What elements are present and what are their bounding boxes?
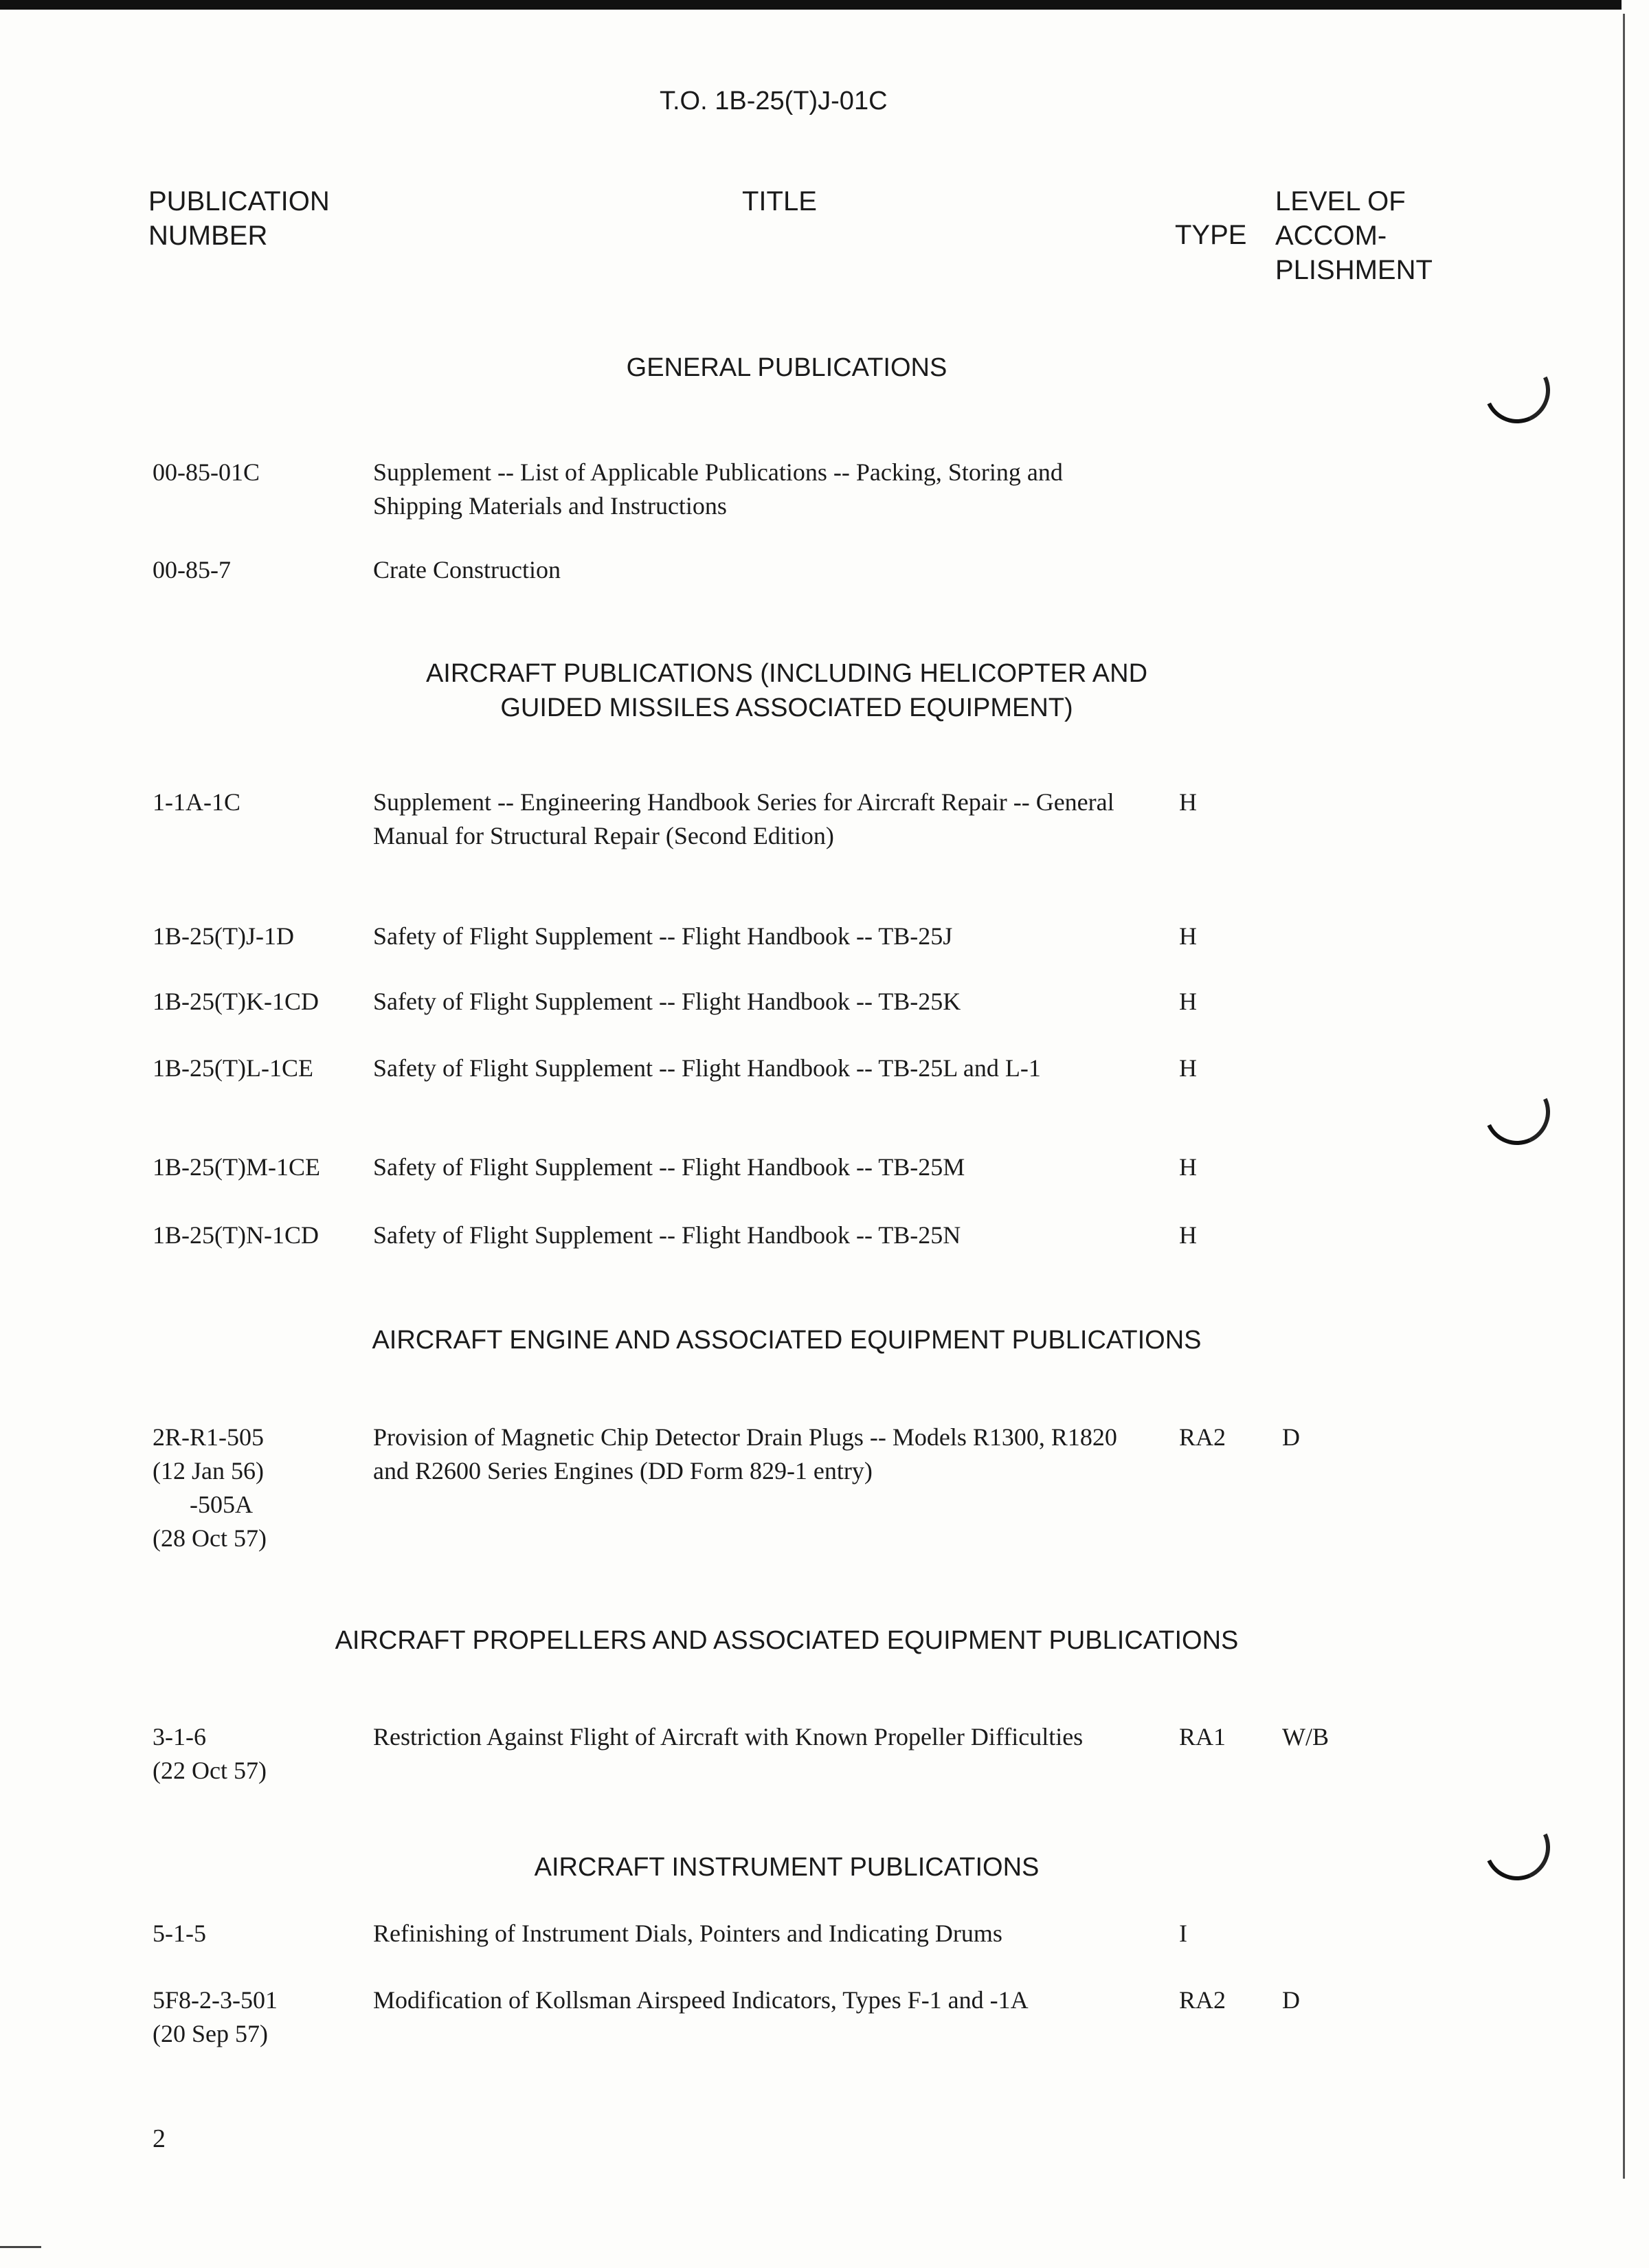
column-header-title: TITLE: [742, 186, 817, 216]
publication-title: Modification of Kollsman Airspeed Indicators, Types F-1 and -1A: [373, 1986, 1029, 2014]
top-border-rule: [0, 0, 1622, 10]
publication-level: W/B: [1282, 1723, 1329, 1750]
column-header-type: TYPE: [1175, 220, 1247, 250]
publication-number: 1B-25(T)L-1CE: [153, 1054, 313, 1082]
publication-type: H: [1179, 1153, 1197, 1181]
publication-number: 1-1A-1C: [153, 788, 240, 816]
right-page-edge: [1623, 14, 1625, 2179]
publication-title: Safety of Flight Supplement -- Flight Handbook -- TB-25L and L-1: [373, 1054, 1041, 1082]
page-number: 2: [153, 2124, 166, 2153]
publication-title: Safety of Flight Supplement -- Flight Handbook -- TB-25K: [373, 988, 961, 1015]
publication-number: 00-85-7: [153, 556, 231, 583]
column-header-publication-number: PUBLICATION NUMBER: [148, 186, 330, 251]
publication-type: RA1: [1179, 1723, 1226, 1750]
publication-level: D: [1282, 1423, 1300, 1451]
publication-level: D: [1282, 1986, 1300, 2014]
publication-number: 1B-25(T)M-1CE: [153, 1153, 320, 1181]
publication-type: RA2: [1179, 1423, 1226, 1451]
publication-title: Supplement -- Engineering Handbook Series for Aircraft Repair -- General Manual for Structural Repair (Second Edition): [373, 788, 1114, 849]
column-header-level-of-accomplishment: LEVEL OF ACCOM- PLISHMENT: [1275, 186, 1433, 285]
publication-number: 3-1-6 (22 Oct 57): [153, 1723, 267, 1784]
publication-title: Supplement -- List of Applicable Publications -- Packing, Storing and Shipping Materials and Instructions: [373, 458, 1063, 520]
publication-type: H: [1179, 788, 1197, 816]
publication-type: I: [1179, 1920, 1187, 1947]
publication-number: 2R-R1-505 (12 Jan 56) -505A (28 Oct 57): [153, 1423, 267, 1552]
publication-title: Safety of Flight Supplement -- Flight Handbook -- TB-25N: [373, 1221, 961, 1249]
publication-number: 1B-25(T)N-1CD: [153, 1221, 319, 1249]
section-heading-aircraft: AIRCRAFT PUBLICATIONS (INCLUDING HELICOPTER AND GUIDED MISSILES ASSOCIATED EQUIPMENT): [425, 659, 1148, 722]
publication-type: H: [1179, 1054, 1197, 1082]
publication-type: H: [1179, 988, 1197, 1015]
publication-type: RA2: [1179, 1986, 1226, 2014]
binder-hole-icon: [1474, 1069, 1559, 1154]
publication-number: 5F8-2-3-501 (20 Sep 57): [153, 1986, 278, 2047]
section-heading-engine: AIRCRAFT ENGINE AND ASSOCIATED EQUIPMENT PUBLICATIONS: [372, 1326, 1202, 1355]
section-heading-instrument: AIRCRAFT INSTRUMENT PUBLICATIONS: [534, 1853, 1040, 1882]
publication-title: Restriction Against Flight of Aircraft with Known Propeller Difficulties: [373, 1723, 1084, 1750]
publication-type: H: [1179, 922, 1197, 950]
document-number: T.O. 1B-25(T)J-01C: [660, 87, 888, 115]
publication-number: 5-1-5: [153, 1920, 206, 1947]
publication-title: Crate Construction: [373, 556, 561, 583]
publication-number: 1B-25(T)J-1D: [153, 922, 294, 950]
publication-type: H: [1179, 1221, 1197, 1249]
section-heading-propellers: AIRCRAFT PROPELLERS AND ASSOCIATED EQUIPMENT PUBLICATIONS: [335, 1626, 1239, 1655]
publication-number: 00-85-01C: [153, 458, 260, 486]
publication-title: Safety of Flight Supplement -- Flight Handbook -- TB-25J: [373, 922, 953, 950]
bottom-edge-mark: [0, 2246, 41, 2248]
publication-title: Provision of Magnetic Chip Detector Drain Plugs -- Models R1300, R1820 and R2600 Series Engines (DD Form 829-1 entry): [373, 1423, 1117, 1485]
section-heading-general: GENERAL PUBLICATIONS: [626, 353, 947, 382]
publication-title: Safety of Flight Supplement -- Flight Handbook -- TB-25M: [373, 1153, 965, 1181]
publication-number: 1B-25(T)K-1CD: [153, 988, 319, 1015]
publication-title: Refinishing of Instrument Dials, Pointers and Indicating Drums: [373, 1920, 1002, 1947]
